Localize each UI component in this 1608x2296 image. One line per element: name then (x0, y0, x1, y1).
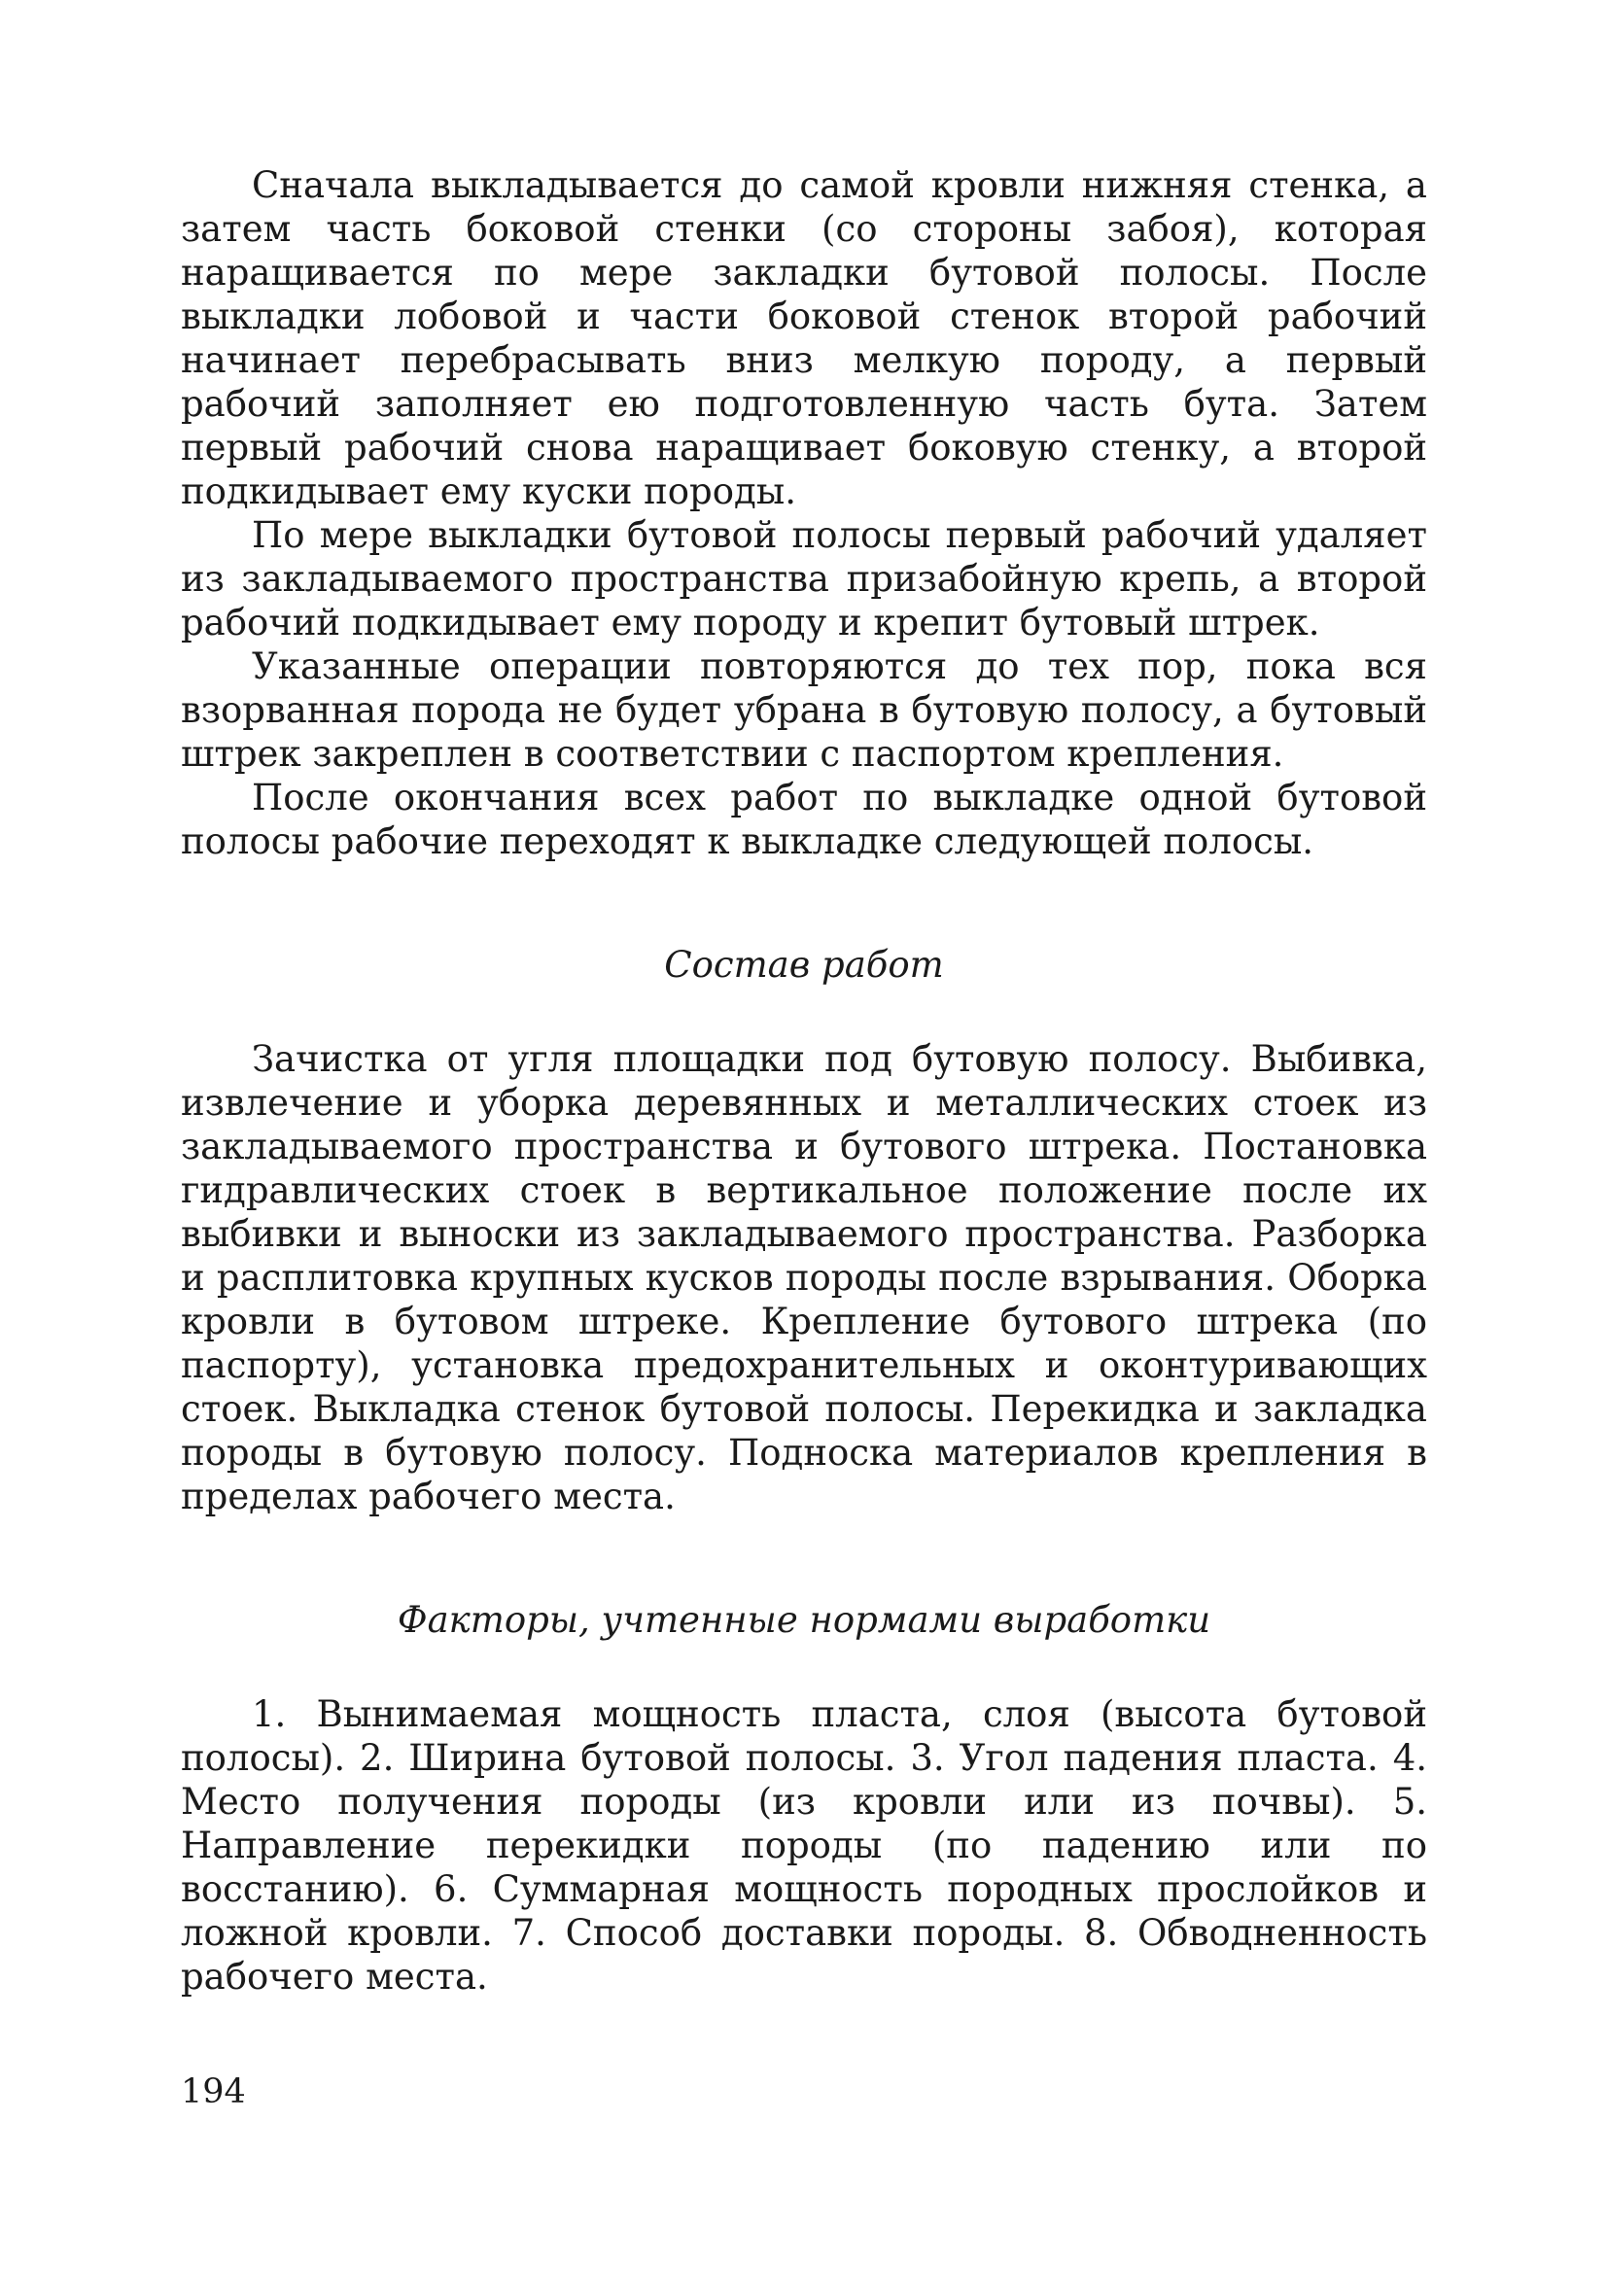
paragraph-work-composition: Зачистка от угля площадки под бутовую полосу. Выбивка, извлечение и уборка деревянных и металлических стоек из закладываемого пространства и бутового штрека. Постановка гидравлических стоек в вертикальное положение после их выбивки и выноски из закладываемого пространства. Разборка и расплитовка крупных кусков породы после взрывания. Оборка кровли в бутовом штреке. Крепление бутового штрека (по паспорту), установка предохранительных и оконтуривающих стоек. Выкладка стенок бутовой полосы. Перекидка и закладка породы в бутовую полосу. Подноска материалов крепления в пределах рабочего места. (181, 1038, 1427, 1517)
paragraph-support-removal: По мере выкладки бутовой полосы первый рабочий удаляет из закладываемого пространства призабойную крепь, а второй рабочий подкидывает ему породу и крепит бутовый штрек. (181, 514, 1427, 644)
text-column (181, 163, 1427, 1999)
paragraph-repeat-operations: Указанные операции повторяются до тех пор, пока вся взорванная порода не будет убрана в бутовую полосу, а бутовый штрек закреплен в соответствии с паспортом крепления. (181, 645, 1427, 775)
paragraph-laying-order: Сначала выкладывается до самой кровли нижняя стенка, а затем часть боковой стенки (со стороны забоя), которая наращивается по мере закладки бутовой полосы. После выкладки лобовой и части боковой стенок второй рабочий начинает перебрасывать вниз мелкую породу, а первый рабочий заполняет ею подготовленную часть бута. Затем первый рабочий снова наращивает боковую стенку, а второй подкидывает ему куски породы. (181, 164, 1427, 512)
paragraph-next-strip: После окончания всех работ по выкладке одной бутовой полосы рабочие переходят к выкладке следующей полосы. (181, 777, 1427, 862)
section-heading-factors: Факторы, учтенные нормами выработки (397, 1599, 1211, 1641)
page-number: 194 (181, 2072, 246, 2111)
paragraph-factors: 1. Вынимаемая мощность пласта, слоя (высота бутовой полосы). 2. Ширина бутовой полосы. 3. Угол падения пласта. 4. Место получения породы (из кровли или из почвы). 5. Направление перекидки породы (по падению или по восстанию). 6. Суммарная мощность породных прослойков и ложной кровли. 7. Способ доставки породы. 8. Обводненность рабочего места. (181, 1693, 1427, 1998)
section-heading-work-composition: Состав работ (664, 944, 944, 986)
